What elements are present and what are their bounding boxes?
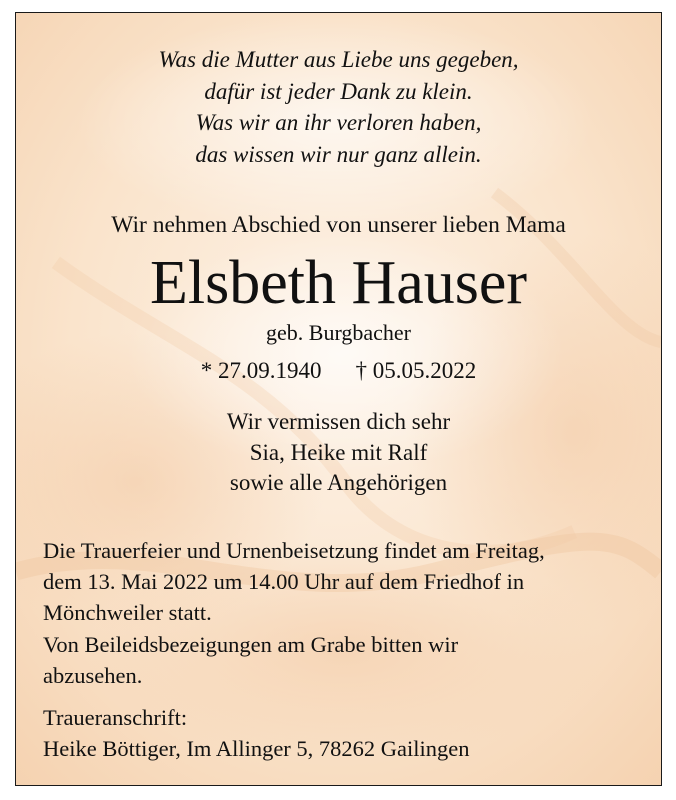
mourners-line: Wir vermissen dich sehr — [226, 409, 451, 434]
ceremony-line: Mönchweiler statt. — [43, 600, 212, 626]
mourners-line: Sia, Heike mit Ralf — [249, 439, 428, 465]
verse-line: dafür ist jeder Dank zu klein. — [204, 78, 473, 104]
verse-line: das wissen wir nur ganz allein. — [195, 141, 482, 167]
obituary-card — [15, 12, 662, 786]
verse-line: Was die Mutter aus Liebe uns gegeben, — [158, 47, 519, 72]
verse-line: Was wir an ihr verloren haben, — [195, 110, 482, 135]
mourning-address — [43, 702, 649, 764]
ceremony-line: dem 13. Mai 2022 um 14.00 Uhr auf dem Friedhof in — [43, 569, 525, 595]
deceased-name: Elsbeth Hauser — [149, 249, 528, 317]
ceremony-notice — [43, 535, 649, 691]
birth-date: * 27.09.1940 — [200, 358, 322, 383]
ceremony-line: Die Trauerfeier und Urnenbeisetzung findet am Freitag, — [43, 538, 545, 563]
mourners-line: sowie alle Angehörigen — [229, 470, 448, 495]
life-dates — [16, 356, 661, 386]
maiden-name: geb. Burgbacher — [266, 320, 411, 345]
death-date: † 05.05.2022 — [355, 358, 477, 383]
address-line: Heike Böttiger, Im Allinger 5, 78262 Gailingen — [43, 736, 470, 761]
address-label: Traueranschrift: — [43, 705, 188, 730]
mourners-block — [16, 407, 661, 499]
memorial-verse — [16, 44, 661, 170]
ceremony-line: Von Beileidsbezeigungen am Grabe bitten wir — [43, 631, 459, 657]
farewell-intro: Wir nehmen Abschied von unserer lieben Mama — [111, 212, 566, 238]
ceremony-line: abzusehen. — [43, 662, 143, 688]
